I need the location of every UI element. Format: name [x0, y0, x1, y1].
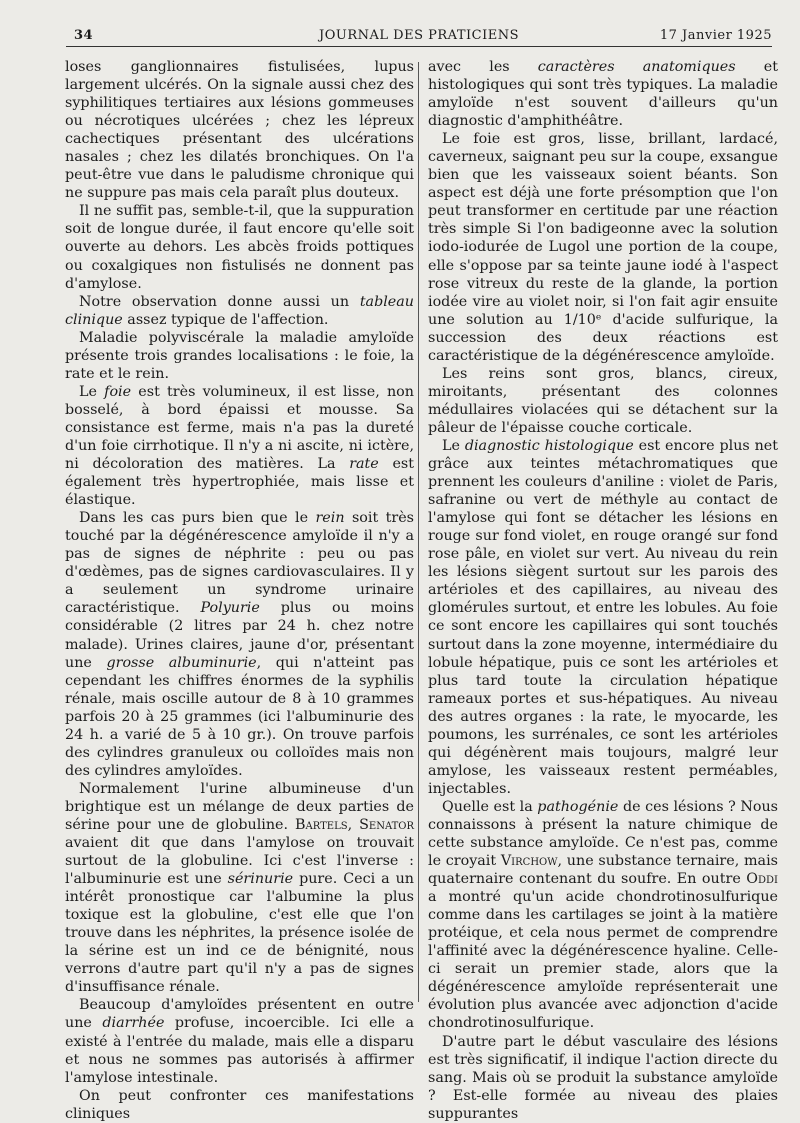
paragraph: avec les caractères anatomiques et histologiques qui sont très typiques. La maladie amyloïde n'est souvent d'ailleurs qu'un diagnostic d'amphithéâtre. [428, 59, 778, 130]
paragraph: Le diagnostic histologique est encore plus net grâce aux teintes métachromatiques que prennent les couleurs d'aniline : violet de Paris, safranine ou vert de méthyle au contact de l'amylose qui font se détacher les lésions en rouge sur fond violet, en rouge orangé sur fond rose pâle, en violet sur vert. Au niveau du rein les lésions siègent surtout sur les parois des artérioles et des capillaires, au niveau des glomérules surtout, et entre les lobules. Au foie ce sont encore les capillaires qui sont touchés surtout dans la zone moyenne, intermédiaire du lobule hépatique, puis ce sont les artérioles et plus tard toute la circulation hépatique rameaux portes et sus-hépatiques. Au niveau des autres organes : la rate, le myocarde, les poumons, les surrénales, ce sont les artérioles qui dégénèrent mais toujours, malgré leur amylose, les vaisseaux restent perméables, injectables. [428, 437, 779, 797]
paragraph: Les reins sont gros, blancs, cireux, miroitants, présentant des colonnes médullaires violacées qui se détachent sur la pâleur de l'épaisse couche corticale. [428, 365, 778, 436]
paragraph: D'autre part le début vasculaire des lésions est très significatif, il indique l'action directe du sang. Mais où se produit la substance amyloïde ? Est-elle formée au niveau des plaies suppurantes [428, 1033, 778, 1122]
issue-date: 17 Janvier 1925 [659, 28, 772, 43]
paragraph: Quelle est la pathogénie de ces lésions ? Nous connaissons à présent la nature chimique de cette substance amyloïde. Ce n'est pas, comme le croyait Virchow, une substance ternaire, mais quaternaire contenant du soufre. En outre Oddi a montré qu'un acide chondrotinosulfurique comme dans les cartilages se joint à la matière protéique, et cela nous permet de comprendre l'affinité avec la dégénérescence hyaline. Celle-ci serait un premier stade, alors que la dégénérescence amyloïde représenterait une évolution plus avancée avec adjonction d'acide chondrotinosulfurique. [428, 798, 778, 1032]
paragraph: Le foie est gros, lisse, brillant, lardacé, caverneux, saignant peu sur la coupe, exsangue bien que les vaisseaux soient béants. Son aspect est déjà une forte présomption que l'on peut transformer en certitude par une réaction très simple Si l'on badigeonne avec la solution iodo-iodurée de Lugol une portion de la coupe, elle s'oppose par sa teinte jaune iodé à l'aspect rose vitreux du reste de la glande, la portion iodée vire au violet noir, si l'on fait agir ensuite une solution au 1/10ᵉ d'acide sulfurique, la succession des deux réactions est caractéristique de la dégénérescence amyloïde. [428, 131, 778, 364]
paragraph: Notre observation donne aussi un tableau clinique assez typique de l'affection. [65, 293, 414, 328]
left-column [65, 58, 414, 1123]
header-rule [66, 46, 772, 47]
journal-title: JOURNAL DES PRATICIENS [319, 28, 519, 43]
paragraph: Il ne suffit pas, semble-t-il, que la suppuration soit de longue durée, il faut encore qu'elle soit ouverte au dehors. Les abcès froids pottiques ou coxalgiques non fistulisés ne donnent pas d'amylose. [65, 203, 414, 292]
running-header [66, 24, 772, 46]
right-column [428, 58, 778, 1123]
column-divider [418, 62, 419, 1002]
paragraph: Le foie est très volumineux, il est lisse, non bosselé, à bord épaissi et mousse. Sa consistance est ferme, mais n'a pas la dureté d'un foie cirrhotique. Il n'y a ni ascite, ni ictère, ni décoloration des matières. La rate est également très hypertrophiée, mais lisse et élastique. [65, 383, 415, 509]
paragraph: On peut confronter ces manifestations cliniques [65, 1087, 414, 1122]
paragraph: Dans les cas purs bien que le rein soit très touché par la dégénérescence amyloïde il n'y a pas de signes de néphrite : peu ou pas d'œdèmes, pas de signes cardiovasculaires. Il y a seulement un syndrome urinaire caractéristique. Polyurie plus ou moins considérable (2 litres par 24 h. chez notre malade). Urines claires, jaune d'or, présentant une grosse albuminurie, qui n'atteint pas cependant les chiffres énormes de la syphilis rénale, mais oscille autour de 8 à 10 grammes parfois 20 à 25 grammes (ici l'albuminurie des 24 h. a varié de 5 à 10 gr.). On trouve parfois des cylindres granuleux ou colloïdes mais non des cylindres amyloïdes. [65, 510, 415, 779]
paragraph: Normalement l'urine albumineuse d'un brightique est un mélange de deux parties de sérine pour une de globuline. Bartels, Senator avaient dit que dans l'amylose on trouvait surtout de la globuline. Ici c'est l'inverse : l'albuminurie est une sérinurie pure. Ceci a un intérêt pronostique car l'albumine la plus toxique est la globuline, c'est elle que l'on trouve dans les néphrites, la présence isolée de la sérine est un ind ce de bénignité, nous verrons d'autre part qu'il n'y a pas de signes d'insuffisance rénale. [65, 780, 415, 996]
paragraph: loses ganglionnaires fistulisées, lupus largement ulcérés. On la signale aussi chez des syphilitiques tertiaires aux lésions gommeuses ou nécrotiques ulcérées ; chez les lépreux cachectiques présentant des ulcérations nasales ; chez les dilatés bronchiques. On l'a peut-être vue dans le paludisme chronique qui ne suppure pas mais cela paraît plus douteux. [65, 59, 414, 202]
paragraph: Maladie polyviscérale la maladie amyloïde présente trois grandes localisations : le foie, la rate et le rein. [65, 329, 414, 382]
paragraph: Beaucoup d'amyloïdes présentent en outre une diarrhée profuse, incoercible. Ici elle a existé à l'entrée du malade, mais elle a disparu et nous ne sommes pas autorisés à affirmer l'amylose intestinale. [65, 997, 415, 1086]
page-number: 34 [74, 28, 94, 43]
